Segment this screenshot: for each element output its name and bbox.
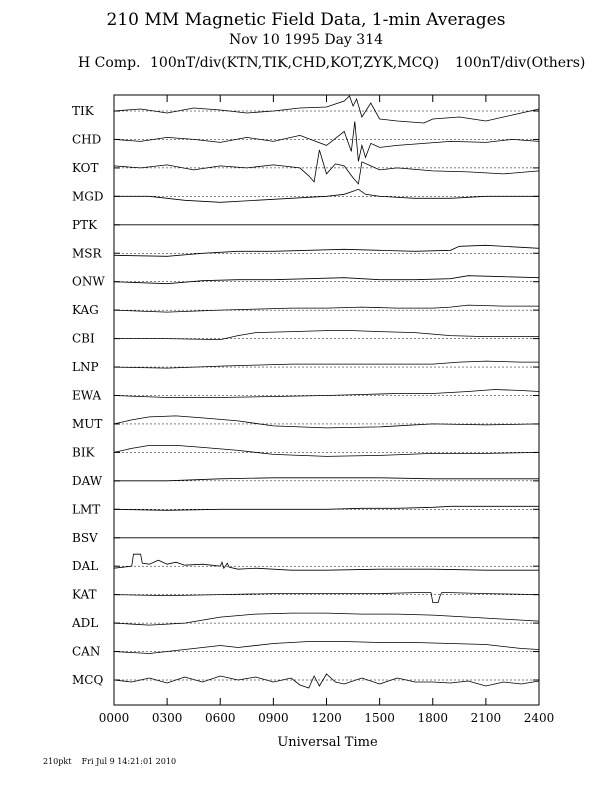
x-tick-label: 1500 xyxy=(364,711,395,725)
x-tick-label: 0300 xyxy=(151,711,183,725)
x-axis-label: Universal Time xyxy=(277,735,378,750)
scale-primary-label: 100nT/div(KTN,TIK,CHD,KOT,ZYK,MCQ) xyxy=(150,55,440,71)
station-label-onw: ONW xyxy=(72,274,105,289)
trace-mcq xyxy=(114,674,539,688)
trace-onw xyxy=(114,276,539,284)
station-label-ewa: EWA xyxy=(72,388,102,403)
station-label-mut: MUT xyxy=(72,416,103,431)
station-label-msr: MSR xyxy=(72,246,102,261)
station-label-kot: KOT xyxy=(72,160,99,175)
trace-bik xyxy=(114,445,539,456)
station-label-daw: DAW xyxy=(72,473,103,488)
trace-mgd xyxy=(114,189,539,202)
station-label-mgd: MGD xyxy=(72,189,104,204)
station-label-bsv: BSV xyxy=(72,530,98,545)
station-label-kat: KAT xyxy=(72,587,97,602)
trace-dal xyxy=(114,554,539,570)
x-tick-label: 2400 xyxy=(523,711,555,725)
x-tick-label: 0600 xyxy=(204,711,236,725)
station-label-kag: KAG xyxy=(72,303,99,318)
station-label-bik: BIK xyxy=(72,445,95,460)
station-label-can: CAN xyxy=(72,644,101,659)
trace-ewa xyxy=(114,390,539,398)
station-label-lmt: LMT xyxy=(72,502,101,517)
x-tick-label: 2100 xyxy=(470,711,502,725)
footer-stamp xyxy=(43,757,176,766)
station-label-adl: ADL xyxy=(72,616,99,631)
x-tick-label: 1200 xyxy=(311,711,342,725)
scale-secondary-label: 100nT/div(Others) xyxy=(455,55,586,71)
footer-timestamp: Fri Jul 9 14:21:01 2010 xyxy=(81,757,177,766)
chart-subtitle: Nov 10 1995 Day 314 xyxy=(228,32,384,48)
trace-chd xyxy=(114,121,539,161)
x-tick-label: 0900 xyxy=(258,711,289,725)
chart-title: 210 MM Magnetic Field Data, 1-min Averages xyxy=(106,10,506,30)
x-tick-label: 0000 xyxy=(98,711,130,725)
station-label-chd: CHD xyxy=(72,132,102,147)
station-label-lnp: LNP xyxy=(72,360,99,375)
station-label-ptk: PTK xyxy=(72,217,98,232)
x-tick-label: 1800 xyxy=(417,711,449,725)
station-label-tik: TIK xyxy=(72,104,94,118)
station-label-dal: DAL xyxy=(72,559,99,574)
trace-lmt xyxy=(114,506,539,510)
trace-kag xyxy=(114,305,539,312)
component-label: H Comp. xyxy=(78,55,141,71)
trace-daw xyxy=(114,478,539,481)
trace-kot xyxy=(114,150,539,184)
trace-msr xyxy=(114,245,539,256)
footer-program: 210pkt xyxy=(43,757,72,766)
trace-kat xyxy=(114,593,539,603)
station-label-mcq: MCQ xyxy=(72,673,104,687)
trace-mut xyxy=(114,416,539,428)
trace-cbi xyxy=(114,331,539,340)
station-label-cbi: CBI xyxy=(72,331,95,346)
